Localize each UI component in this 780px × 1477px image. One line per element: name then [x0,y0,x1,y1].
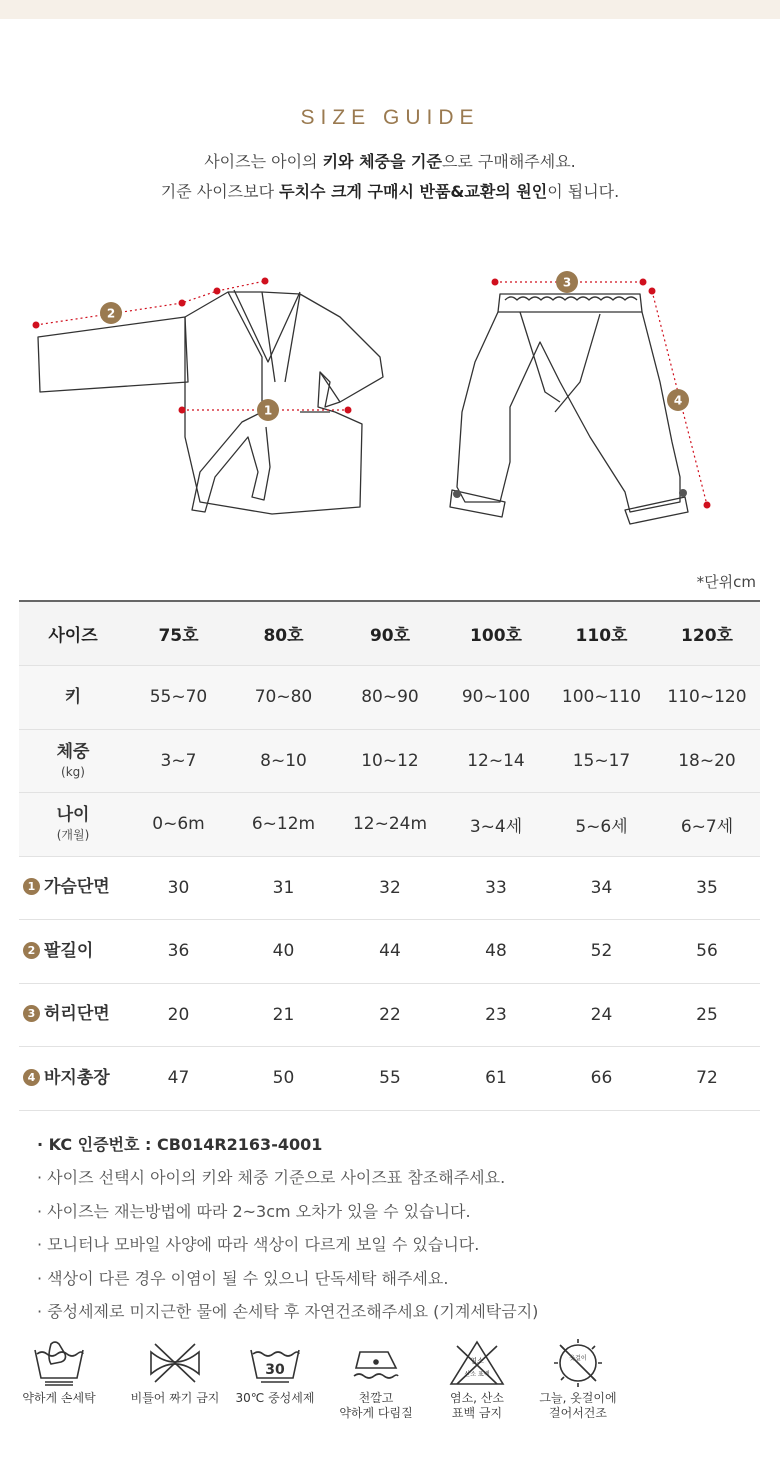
care-no-bleach [422,1338,532,1421]
hang-dry-symbol-text: 옷걸이 [569,1355,587,1362]
table-cell: 80~90 [337,666,443,730]
table-cell: 35 [654,856,760,920]
row-label [19,729,127,793]
note-item: · 사이즈는 재는방법에 따라 2~3cm 오차가 있을 수 있습니다. [37,1201,471,1221]
measure-line-arm [36,281,265,325]
table-cell: 6~7세 [654,793,760,857]
marker-2-label: 2 [106,306,116,321]
care-label: 그늘, 옷걸이에 [539,1391,617,1405]
row-number-badge: 4 [23,1069,40,1086]
iron-low-icon [346,1338,406,1388]
care-label: 비틀어 짜기 금지 [130,1391,220,1405]
row-label-text: 나이 [56,805,90,826]
table-cell: 20 [127,983,230,1047]
table-cell: 44 [337,920,443,984]
measure-dot [704,502,711,509]
table-cell: 12~24m [337,793,443,857]
row-label [19,856,127,920]
care-label: 약하게 손세탁 [22,1391,96,1405]
bleach-symbol-text-1: 염소 [470,1357,484,1365]
row-label [19,666,127,730]
note-item: · 색상이 다른 경우 이염이 될 수 있으니 단독세탁 해주세요. [37,1268,449,1288]
table-cell: 70~80 [230,666,337,730]
note-item: · 사이즈 선택시 아이의 키와 체중 기준으로 사이즈표 참조해주세요. [37,1168,506,1188]
table-cell: 25 [654,983,760,1047]
row-label-text: 바지총장 [44,1067,110,1088]
table-cell: 5~6세 [549,793,654,857]
note-item: · 모니터나 모바일 사양에 따라 색상이 다르게 보일 수 있습니다. [37,1235,480,1255]
marker-1-label: 1 [263,403,273,418]
measure-dot [649,288,656,295]
measure-dot [492,279,499,286]
table-header-row [19,601,760,666]
cuff-button [453,490,461,498]
table-row [19,793,760,857]
table-cell: 47 [127,1047,230,1111]
jacket-body [185,292,383,514]
hang-dry-icon [548,1338,608,1388]
size-header: 120호 [654,601,760,666]
table-cell: 33 [443,856,549,920]
table-cell: 31 [230,856,337,920]
row-label [19,920,127,984]
size-header: 100호 [443,601,549,666]
table-cell: 12~14 [443,729,549,793]
measure-dot [214,288,221,295]
cuff-button [679,489,687,497]
marker-3-label: 3 [562,275,572,290]
table-cell: 110~120 [654,666,760,730]
table-cell: 55~70 [127,666,230,730]
table-cell: 6~12m [230,793,337,857]
care-icons [22,1338,768,1438]
intro-line-2: 기준 사이즈보다 두치수 크게 구매시 반품&교환의 원인이 됩니다. [160,182,620,201]
table-cell: 52 [549,920,654,984]
care-hang-dry [523,1338,633,1421]
size-header: 90호 [337,601,443,666]
care-iron [321,1338,431,1421]
care-no-wring [120,1338,230,1406]
measure-dot [345,407,352,414]
page-title: SIZE GUIDE [300,106,480,129]
care-label: 표백 금지 [451,1406,503,1420]
size-header: 80호 [230,601,337,666]
row-number-badge: 3 [23,1005,40,1022]
care-label: 염소, 산소 [450,1391,504,1405]
care-label: 천깔고 [358,1391,394,1405]
measure-dot [179,407,186,414]
top-band [0,0,780,19]
bleach-symbol-text-2: 산소 표백 [464,1371,490,1378]
table-cell: 24 [549,983,654,1047]
table-row [19,983,760,1047]
table-cell: 56 [654,920,760,984]
notes-list [37,1134,757,1334]
table-cell: 10~12 [337,729,443,793]
pants-waist-gather [505,297,637,300]
table-cell: 50 [230,1047,337,1111]
row-number-badge: 1 [23,878,40,895]
jacket-ties [192,412,270,512]
measure-dot [179,300,186,307]
table-cell: 48 [443,920,549,984]
row-label-unit: (개월) [56,828,90,842]
table-cell: 18~20 [654,729,760,793]
table-cell: 55 [337,1047,443,1111]
jacket-sleeve [38,317,188,392]
table-cell: 23 [443,983,549,1047]
no-bleach-icon [447,1338,507,1388]
jacket-collar [228,292,300,412]
note-item: · 중성세제로 미지근한 물에 손세탁 후 자연건조해주세요 (기계세탁금지) [37,1301,539,1321]
table-row [19,856,760,920]
marker-4-label: 4 [673,393,683,408]
table-cell: 36 [127,920,230,984]
garment-illustration [0,262,780,532]
care-label: 걸어서건조 [549,1406,607,1420]
table-cell: 21 [230,983,337,1047]
row-label-text: 가슴단면 [44,877,110,898]
table-cell: 61 [443,1047,549,1111]
size-header: 110호 [549,601,654,666]
row-label-text: 허리단면 [44,1004,110,1025]
hand-wash-icon [29,1338,89,1388]
table-row [19,1047,760,1111]
table-row [19,729,760,793]
table-cell: 100~110 [549,666,654,730]
care-label: 약하게 다림질 [339,1406,413,1420]
wash-30-symbol: 30 [265,1362,285,1378]
size-table [19,600,760,1111]
care-label: 30℃ 중성세제 [235,1391,315,1405]
row-number-badge: 2 [23,942,40,959]
no-wring-icon [145,1338,205,1388]
table-cell: 66 [549,1047,654,1111]
measure-dot [262,278,269,285]
table-row [19,920,760,984]
table-cell: 30 [127,856,230,920]
table-header-label: 사이즈 [19,601,127,666]
intro-line-1: 사이즈는 아이의 키와 체중을 기준으로 구매해주세요. [204,152,576,171]
row-label [19,1047,127,1111]
pants-body [457,312,683,512]
row-label-text: 키 [64,686,82,707]
table-cell: 0~6m [127,793,230,857]
row-label-text: 체중 [56,741,90,762]
table-cell: 15~17 [549,729,654,793]
table-cell: 72 [654,1047,760,1111]
table-cell: 3~4세 [443,793,549,857]
table-row [19,666,760,730]
row-label [19,793,127,857]
measure-dot [33,322,40,329]
row-label [19,983,127,1047]
row-label-unit: (kg) [61,764,85,779]
table-cell: 40 [230,920,337,984]
measure-dot [640,279,647,286]
table-cell: 32 [337,856,443,920]
table-cell: 22 [337,983,443,1047]
wash-30-icon [245,1338,305,1388]
note-kc-number: · KC 인증번호 : CB014R2163-4001 [37,1135,323,1154]
table-cell: 34 [549,856,654,920]
size-header: 75호 [127,601,230,666]
pants-seams [520,312,600,412]
care-hand-wash [4,1338,114,1406]
row-label-text: 팔길이 [44,940,94,961]
table-cell: 3~7 [127,729,230,793]
table-cell: 90~100 [443,666,549,730]
unit-note: *단위cm [696,573,756,591]
table-cell: 8~10 [230,729,337,793]
care-wash-30 [220,1338,330,1406]
